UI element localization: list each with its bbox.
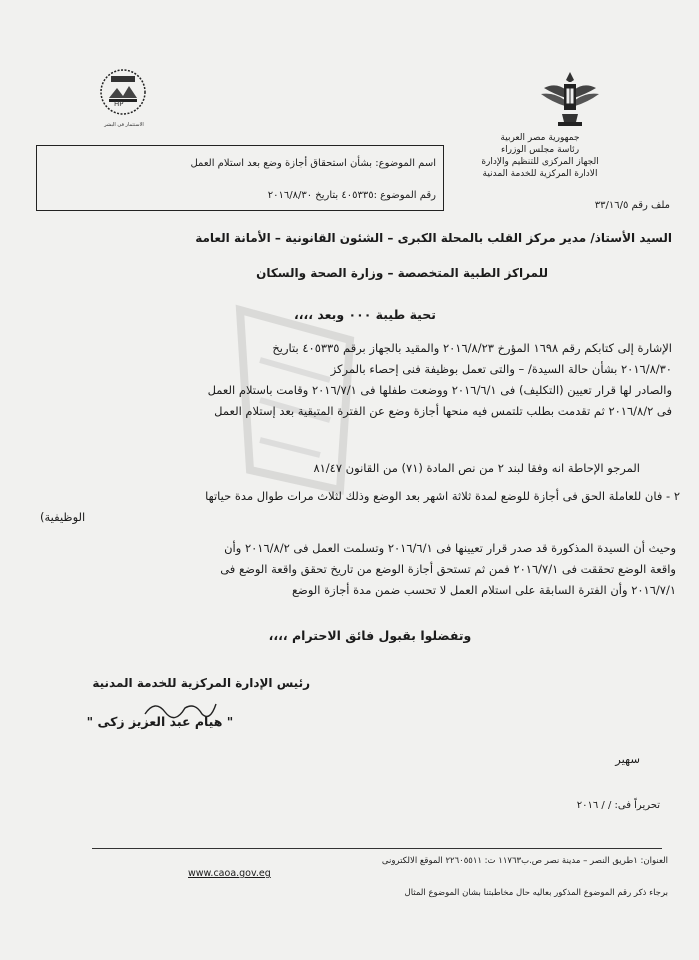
footer-note: برجاء ذكر رقم الموضوع المذكور بعاليه حال مخاطبتنا بشان الموضوع المثال <box>404 888 668 898</box>
ministry-header-line: الادارة المركزية للخدمة المدنية <box>482 169 598 179</box>
paragraph-line: واقعة الوضع تحققت فى ٢٠١٦/٧/١ فمن ثم تستحق أجازة الوضع من تاريخ تحقق واقعة الوضع فى <box>220 562 676 576</box>
paragraph-line: ٢٠١٦/٨/٣٠ بشأن حالة السيدة/ – والتى تعمل بوظيفة فنى إحصاء بالمركز <box>330 362 672 376</box>
agency-logo-icon <box>97 68 149 126</box>
subject-number: رقم الموضوع :٤٠٥٣٣٥ بتاريخ ٢٠١٦/٨/٣٠ <box>267 190 436 201</box>
paragraph-line: فى ٢٠١٦/٨/٢ ثم تقدمت بطلب تلتمس فيه منحها أجازة وضع عن الفترة المتبقية بعد إستلام العمل <box>214 404 672 418</box>
agency-logo-mark: HP <box>114 100 124 108</box>
ministry-header-line: رئاسة مجلس الوزراء <box>500 145 580 155</box>
paragraph-law: المرجو الإحاطة انه وفقا لبند ٢ من نص المادة (٧١) من القانون ٨١/٤٧ <box>313 461 640 475</box>
ministry-header <box>470 132 610 180</box>
subject-box <box>36 145 444 211</box>
paragraph-decision <box>40 538 676 601</box>
addressee-line-2: للمراكز الطبية المتخصصة – وزارة الصحة والسكان <box>256 266 548 280</box>
paragraph-reference <box>40 338 672 422</box>
date-line: تحريراً فى: / / ٢٠١٦ <box>576 800 660 811</box>
paragraph-line: ٢ - فان للعاملة الحق فى أجازة للوضع لمدة ثلاثة اشهر بعد الوضع وذلك لثلاث مرات طوال مدة حياتها <box>205 489 680 503</box>
handwritten-signature-icon <box>140 694 220 724</box>
closing-line: وتفضلوا بقبول فائق الاحترام ،،،، <box>268 628 472 643</box>
paragraph-line: ٢٠١٦/٧/١ وأن الفترة السابقة على استلام العمل لا تحسب ضمن مدة أجازة الوضع <box>291 583 676 597</box>
footer-address: العنوان: ١طريق النصر – مدينة نصر ص.ب١١٧٦٣ ت: ٢٢٦٠٥٥١١ الموقع الالكترونى <box>381 856 668 866</box>
greeting: تحية طيبة ٠٠٠ وبعد ،،،، <box>294 307 436 322</box>
ministry-header-line: الجهاز المركزى للتنظيم والإدارة <box>481 157 599 167</box>
footer-website[interactable]: www.caoa.gov.eg <box>188 868 271 879</box>
paragraph-line: وحيث أن السيدة المذكورة قد صدر قرار تعيينها فى ٢٠١٦/٦/١ وتسلمت العمل فى ٢٠١٦/٨/٢ وأن <box>224 541 676 555</box>
paragraph-line: الإشارة إلى كتابكم رقم ١٦٩٨ المؤرخ ٢٠١٦/٨/٢٣ والمقيد بالجهاز برقم ٤٠٥٣٣٥ بتاريخ <box>272 341 672 355</box>
subject-line: اسم الموضوع: بشأن استحقاق أجازة وضع بعد استلام العمل <box>190 158 436 169</box>
paragraph-law-text <box>40 486 680 528</box>
agency-logo-caption: الاستثمار فى البشر <box>104 122 144 128</box>
file-number: ملف رقم ٣٣/١٦/٥ <box>594 200 670 211</box>
paragraph-line: الوظيفية) <box>40 510 86 524</box>
addressee-line-1: السيد الأستاذ/ مدير مركز القلب بالمحلة الكبرى – الشئون القانونية – الأمانة العامة <box>195 231 672 245</box>
ministry-header-line: جمهورية مصر العربية <box>500 133 580 143</box>
signature-title: رئيس الإدارة المركزية للخدمة المدنية <box>92 676 310 690</box>
egypt-eagle-emblem-icon <box>538 68 602 128</box>
footer-divider <box>92 848 662 849</box>
typist-name: سهير <box>615 752 640 766</box>
signature-name: " هيام عبد العزيز زكى " <box>86 714 234 729</box>
paragraph-line: والصادر لها قرار تعيين (التكليف) فى ٢٠١٦/٦/١ ووضعت طفلها فى ٢٠١٦/٧/١ وقامت باستلام العمل <box>207 383 672 397</box>
